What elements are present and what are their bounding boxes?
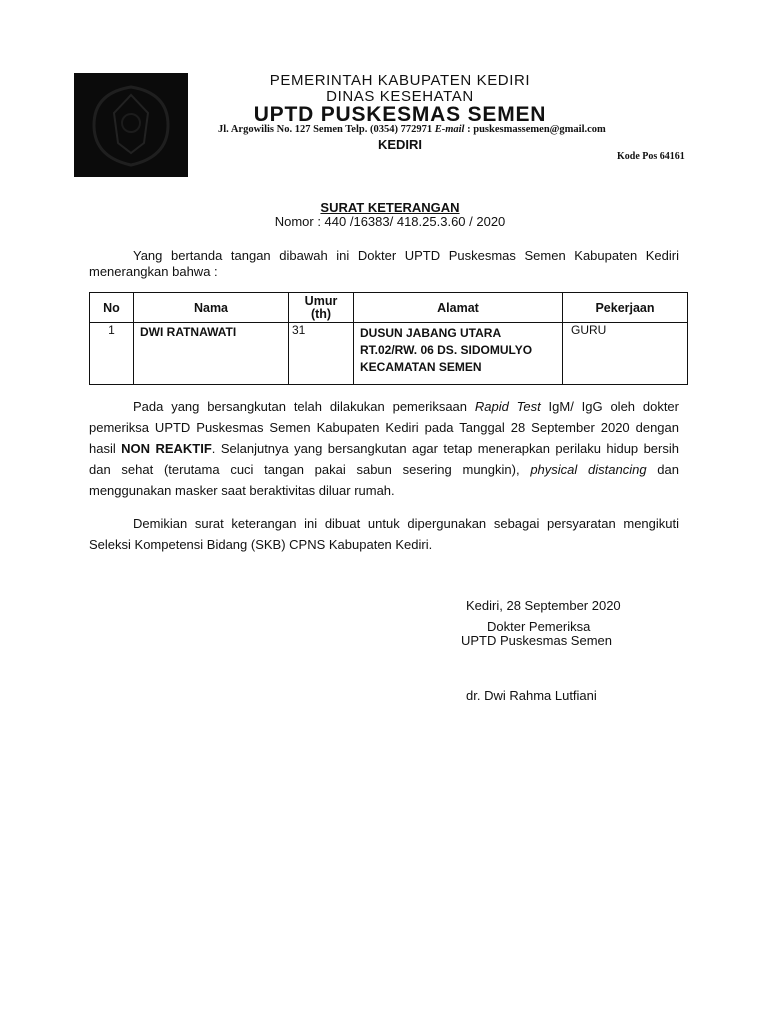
- result-paragraph: [89, 396, 679, 501]
- header-institution: UPTD PUSKESMAS SEMEN: [253, 103, 547, 126]
- signature-place-date: Kediri, 28 September 2020: [466, 598, 621, 613]
- cell-alamat: [354, 323, 563, 385]
- header-agency: DINAS KESEHATAN: [326, 88, 474, 105]
- cell-nama: DWI RATNAWATI: [134, 323, 289, 385]
- header-city: KEDIRI: [377, 137, 423, 152]
- header-umur-text: Umur (th): [304, 293, 338, 321]
- alamat-line-3: KECAMATAN SEMEN: [360, 360, 482, 374]
- p2-text-c: . Selanjutnya yang bersangkutan agar tetap menerapkan perilaku hidup bersih dan sehat (terutama cuci tangan pakai sabun sesering mungkin),: [89, 441, 679, 477]
- letter-title: SURAT KETERANGAN: [320, 200, 460, 215]
- table-header-row: [90, 293, 688, 323]
- p2-text-b: IgM/ IgG oleh dokter pemeriksa UPTD Puskesmas Semen Kabupaten Kediri pada Tanggal 28 September 2020 dengan hasil: [89, 399, 679, 456]
- header-nama: Nama: [134, 293, 289, 323]
- header-alamat: Alamat: [354, 293, 563, 323]
- header-address: [218, 124, 606, 135]
- cell-pekerjaan: GURU: [563, 323, 688, 385]
- p2-result: NON REAKTIF: [121, 441, 212, 456]
- email-value: : puskesmassemen@gmail.com: [464, 124, 606, 135]
- address-text: Jl. Argowilis No. 127 Semen Telp. (0354) 772971: [218, 124, 435, 135]
- p2-text-a: Pada yang bersangkutan telah dilakukan pemeriksaan: [133, 399, 475, 414]
- alamat-line-2: RT.02/RW. 06 DS. SIDOMULYO: [360, 343, 533, 357]
- intro-paragraph: [89, 248, 679, 280]
- alamat-line-1: DUSUN JABANG UTARA: [360, 326, 502, 340]
- cell-umur: 31: [289, 323, 354, 385]
- p2-rapid-test: Rapid Test: [474, 399, 541, 414]
- signature-office: UPTD Puskesmas Semen: [461, 633, 612, 648]
- signature-role: Dokter Pemeriksa: [487, 619, 591, 634]
- regency-emblem-icon: [74, 73, 188, 177]
- header-umur: [289, 293, 354, 323]
- intro-text: Yang bertanda tangan dibawah ini Dokter UPTD Puskesmas Semen Kabupaten Kediri menerangkan bahwa :: [89, 248, 679, 279]
- header-pekerjaan: Pekerjaan: [563, 293, 688, 323]
- header-no: No: [90, 293, 134, 323]
- patient-table: [89, 292, 688, 385]
- letter-number: Nomor : 440 /16383/ 418.25.3.60 / 2020: [274, 214, 506, 229]
- closing-text: Demikian surat keterangan ini dibuat untuk dipergunakan sebagai persyaratan mengikuti Seleksi Kompetensi Bidang (SKB) CPNS Kabupaten Kediri.: [89, 516, 679, 552]
- p2-physical-distancing: physical distancing: [530, 462, 647, 477]
- table-row: [90, 323, 688, 385]
- email-label: E-mail: [434, 124, 465, 135]
- closing-paragraph: [89, 513, 679, 555]
- signature-name: dr. Dwi Rahma Lutfiani: [466, 688, 597, 703]
- postal-code: Kode Pos 64161: [617, 151, 685, 162]
- header-government: PEMERINTAH KABUPATEN KEDIRI: [269, 72, 531, 89]
- p2-text-d: dan menggunakan masker saat beraktivitas diluar rumah.: [89, 462, 679, 498]
- cell-no: 1: [90, 323, 134, 385]
